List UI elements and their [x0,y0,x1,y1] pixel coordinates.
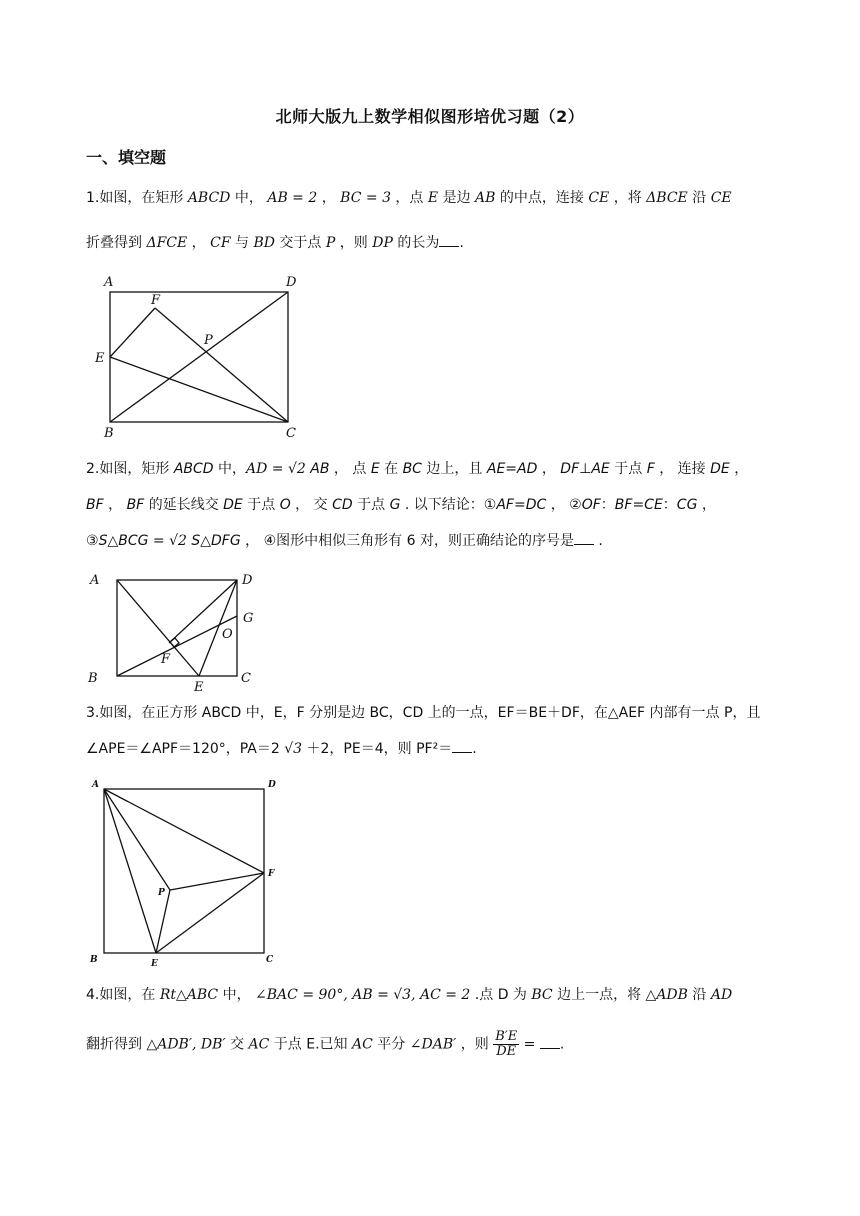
svg-text:F: F [151,293,161,308]
q1-line2: 折叠得到 ΔFCE ， CF 与 BD 交于点 P ，则 DP 的长为 . [86,232,786,253]
svg-text:F: F [161,652,171,667]
answer-blank [439,232,459,247]
svg-text:D: D [286,275,297,290]
answer-blank [452,738,472,753]
q2-line1: 2.如图，矩形 ABCD 中，AD = √2 AB ， 点 E 在 BC 边上，且 AE=AD ， DF⊥AE 于点 F ， 连接 DE ， [86,461,749,477]
svg-text:G: G [243,611,254,626]
svg-text:C: C [286,426,296,440]
svg-text:F: F [268,869,275,879]
svg-text:E: E [194,680,204,695]
q2-line3: ③S△BCG = √2 S△DFG ， ④图形中相似三角形有 6 对，则正确结论的序号是 . [86,530,786,551]
section-heading: 一、填空题 [86,148,167,167]
svg-text:P: P [204,333,213,348]
q3-line2: ∠APE＝∠APF＝120°，PA＝2 √3 ＋2，PE＝4，则 PF²＝ . [86,738,786,759]
fraction: $\frac{B'E}{DE}$ [495,1029,518,1059]
svg-text:D: D [242,573,253,588]
svg-text:B: B [104,426,114,440]
svg-text:E: E [95,351,105,366]
svg-text:E: E [151,959,158,969]
svg-text:D: D [268,780,276,790]
svg-text:C: C [266,955,274,965]
svg-text:P: P [158,888,165,898]
page-title: 北师大版九上数学相似图形培优习题（2） [275,107,585,126]
svg-text:A: A [104,275,114,290]
svg-text:O: O [222,627,233,642]
q2-line2: BF ， BF 的延长线交 DE 于点 O ， 交 CD 于点 G . 以下结论：①AF=DC ， ②OF：BF=CE：CG ， [86,497,716,513]
q1-line1: 1.如图，在矩形 ABCD 中， AB = 2 ， BC = 3 ，点 E 是边 AB 的中点，连接 CE ，将 ΔBCE 沿 CE [86,190,732,206]
svg-text:B: B [90,955,98,965]
svg-text:A: A [92,780,99,790]
q3-figure [86,775,286,970]
svg-text:A: A [90,573,100,588]
svg-text:C: C [241,671,251,686]
q4-line1: 4.如图，在 Rt△ABC 中， ∠BAC = 90°, AB = √3, AC = 2 .点 D 为 BC 边上一点，将 △ADB 沿 AD [86,987,733,1003]
answer-blank [574,530,594,545]
q1-figure [90,270,310,440]
q3-line1: 3.如图，在正方形 ABCD 中，E，F 分别是边 BC，CD 上的一点，EF＝BE＋DF，在△AEF 内部有一点 P，且 [86,705,761,721]
q4-line2: 翻折得到 △ADB′, DB′ 交 AC 于点 E.已知 AC 平分 ∠DAB′ ，则 $\frac{B'E}{DE}$ = . [86,1029,565,1059]
answer-blank [540,1034,560,1049]
q2-figure [86,566,266,696]
svg-text:B: B [88,671,98,686]
